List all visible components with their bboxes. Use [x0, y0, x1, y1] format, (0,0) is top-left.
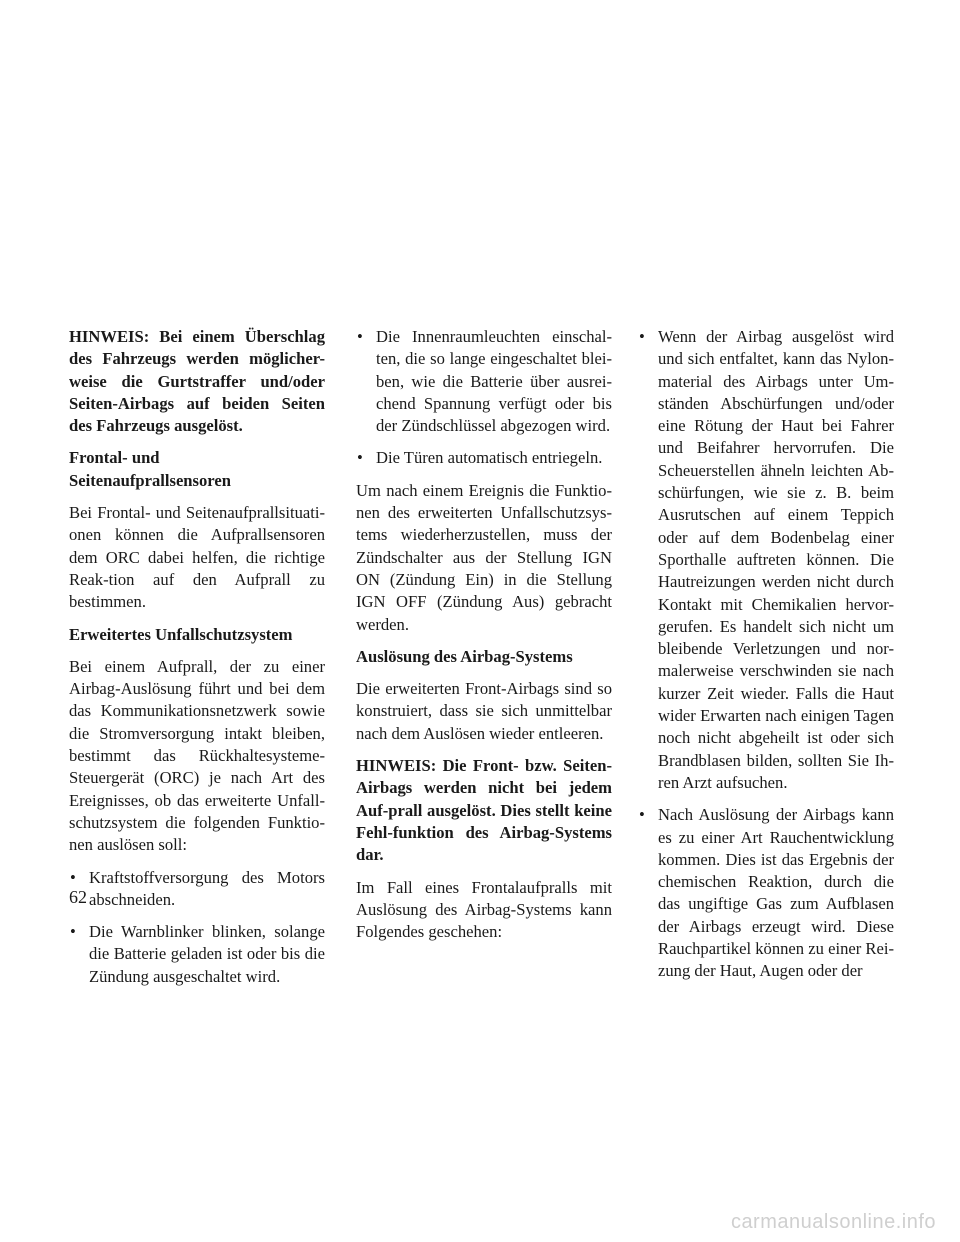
heading-enhanced-protection: Erweitertes Unfallschutzsystem — [69, 624, 293, 644]
list-item-text: Die Türen automatisch entriegeln. — [376, 448, 603, 468]
list-item-text: Wenn der Airbag ausgelöst wird und sich entfaltet, kann das Nylon-material des Airbags unter Um-ständen Abschürfungen und/oder eine Rötung der Haut bei Fahrer und Beifahrer hervorrufen. Die Scheuerstellen ähneln leichten Ab-schürfungen, wie sie z. B. beim Ausrutschen auf einem Teppich oder auf dem Bodenbelag einer Sporthalle auftreten können. Die Hautreizungen werden nicht durch Kontakt mit Chemikalien hervor-gerufen. Es handelt sich nicht um bleibende Verletzungen und nor-malerweise verschwinden sie nach kurzer Zeit wieder. Falls die Haut wider Erwarten nach einigen Tagen noch nicht abgeheilt ist oder sich Brandblasen bilden, sollten Sie Ih-ren Arzt aufsuchen. — [658, 327, 894, 792]
paragraph-frontal-impact: Im Fall eines Frontalaufpralls mit Auslösung des Airbag-Systems kann Folgendes geschehen: — [356, 877, 612, 942]
list-item — [356, 447, 612, 469]
column-left — [69, 326, 325, 998]
list-item — [638, 326, 894, 794]
bullet-icon: • — [70, 922, 76, 942]
bullet-icon: • — [70, 867, 76, 887]
bullet-icon: • — [357, 448, 363, 468]
note-airbag-not-deployed: HINWEIS: Die Front- bzw. Seiten-Airbags werden nicht bei jedem Auf-prall ausgelöst. Dies stellt keine Fehl-funktion des Airbag-Systems dar. — [356, 756, 612, 865]
page-number: 62 — [69, 887, 87, 907]
bullet-icon: • — [639, 327, 645, 346]
column-right — [638, 326, 894, 993]
heading-impact-sensors: Frontal- und Seitenaufprallsensoren — [69, 448, 231, 490]
note-rollover: HINWEIS: Bei einem Überschlag des Fahrzeugs werden möglicher-weise die Gurtstraffer und/oder Seiten-Airbags auf beiden Seiten des Fahrzeugs ausgelöst. — [69, 327, 325, 436]
paragraph-impact-sensors: Bei Frontal- und Seitenaufprallsituati-onen können die Aufprallsensoren dem ORC dabei helfen, die richtige Reak-tion auf den Aufprall zu bestimmen. — [69, 503, 325, 612]
list-item — [638, 804, 894, 982]
list-item — [69, 867, 325, 912]
paragraph-enhanced-protection: Bei einem Aufprall, der zu einer Airbag-Auslösung führt und bei dem das Kommunikationsnetzwerk sowie die Stromversorgung intakt bleiben, bestimmt das Rückhaltesysteme-Steuergerät (ORC) je nach Art des Ereignisses, ob das erweiterte Unfall-schutzsystem die folgenden Funktio-nen auslösen soll: — [69, 656, 325, 855]
bullet-icon: • — [357, 327, 363, 346]
list-item-text: Nach Auslösung der Airbags kann es zu einer Art Rauchentwicklung kommen. Dies ist das Ergebnis der chemischen Reaktion, durch die das ungiftige Gas zum Aufblasen der Airbags erzeugt wird. Diese Rauchpartikel können zu einer Rei-zung der Haut, Augen oder der — [658, 805, 894, 981]
paragraph-restore-functions: Um nach einem Ereignis die Funktio-nen des erweiterten Unfallschutzsys-tems wiederherzustellen, muss der Zündschalter aus der Stellung IGN ON (Zündung Ein) in die Stellung IGN OFF (Zündung Aus) gebracht werden. — [356, 480, 612, 634]
list-item — [356, 326, 612, 437]
list-item-text: Die Innenraumleuchten einschal-ten, die so lange eingeschaltet blei-ben, wie die Batterie über ausrei-chend Spannung verfügt oder bis der Zündschlüssel abgezogen wird. — [376, 327, 612, 436]
list-item-text: Die Warnblinker blinken, solange die Batterie geladen ist oder bis die Zündung ausgeschaltet wird. — [89, 922, 325, 986]
heading-airbag-deployment: Auslösung des Airbag-Systems — [356, 646, 573, 666]
list-item-text: Kraftstoffversorgung des Motors abschneiden. — [89, 867, 325, 909]
column-middle — [356, 326, 612, 953]
bullet-icon: • — [639, 805, 645, 825]
watermark: carmanualsonline.info — [730, 1211, 936, 1233]
paragraph-airbag-deflate: Die erweiterten Front-Airbags sind so konstruiert, dass sie sich unmittelbar nach dem Auslösen wieder entleeren. — [356, 679, 612, 743]
list-item — [69, 921, 325, 988]
